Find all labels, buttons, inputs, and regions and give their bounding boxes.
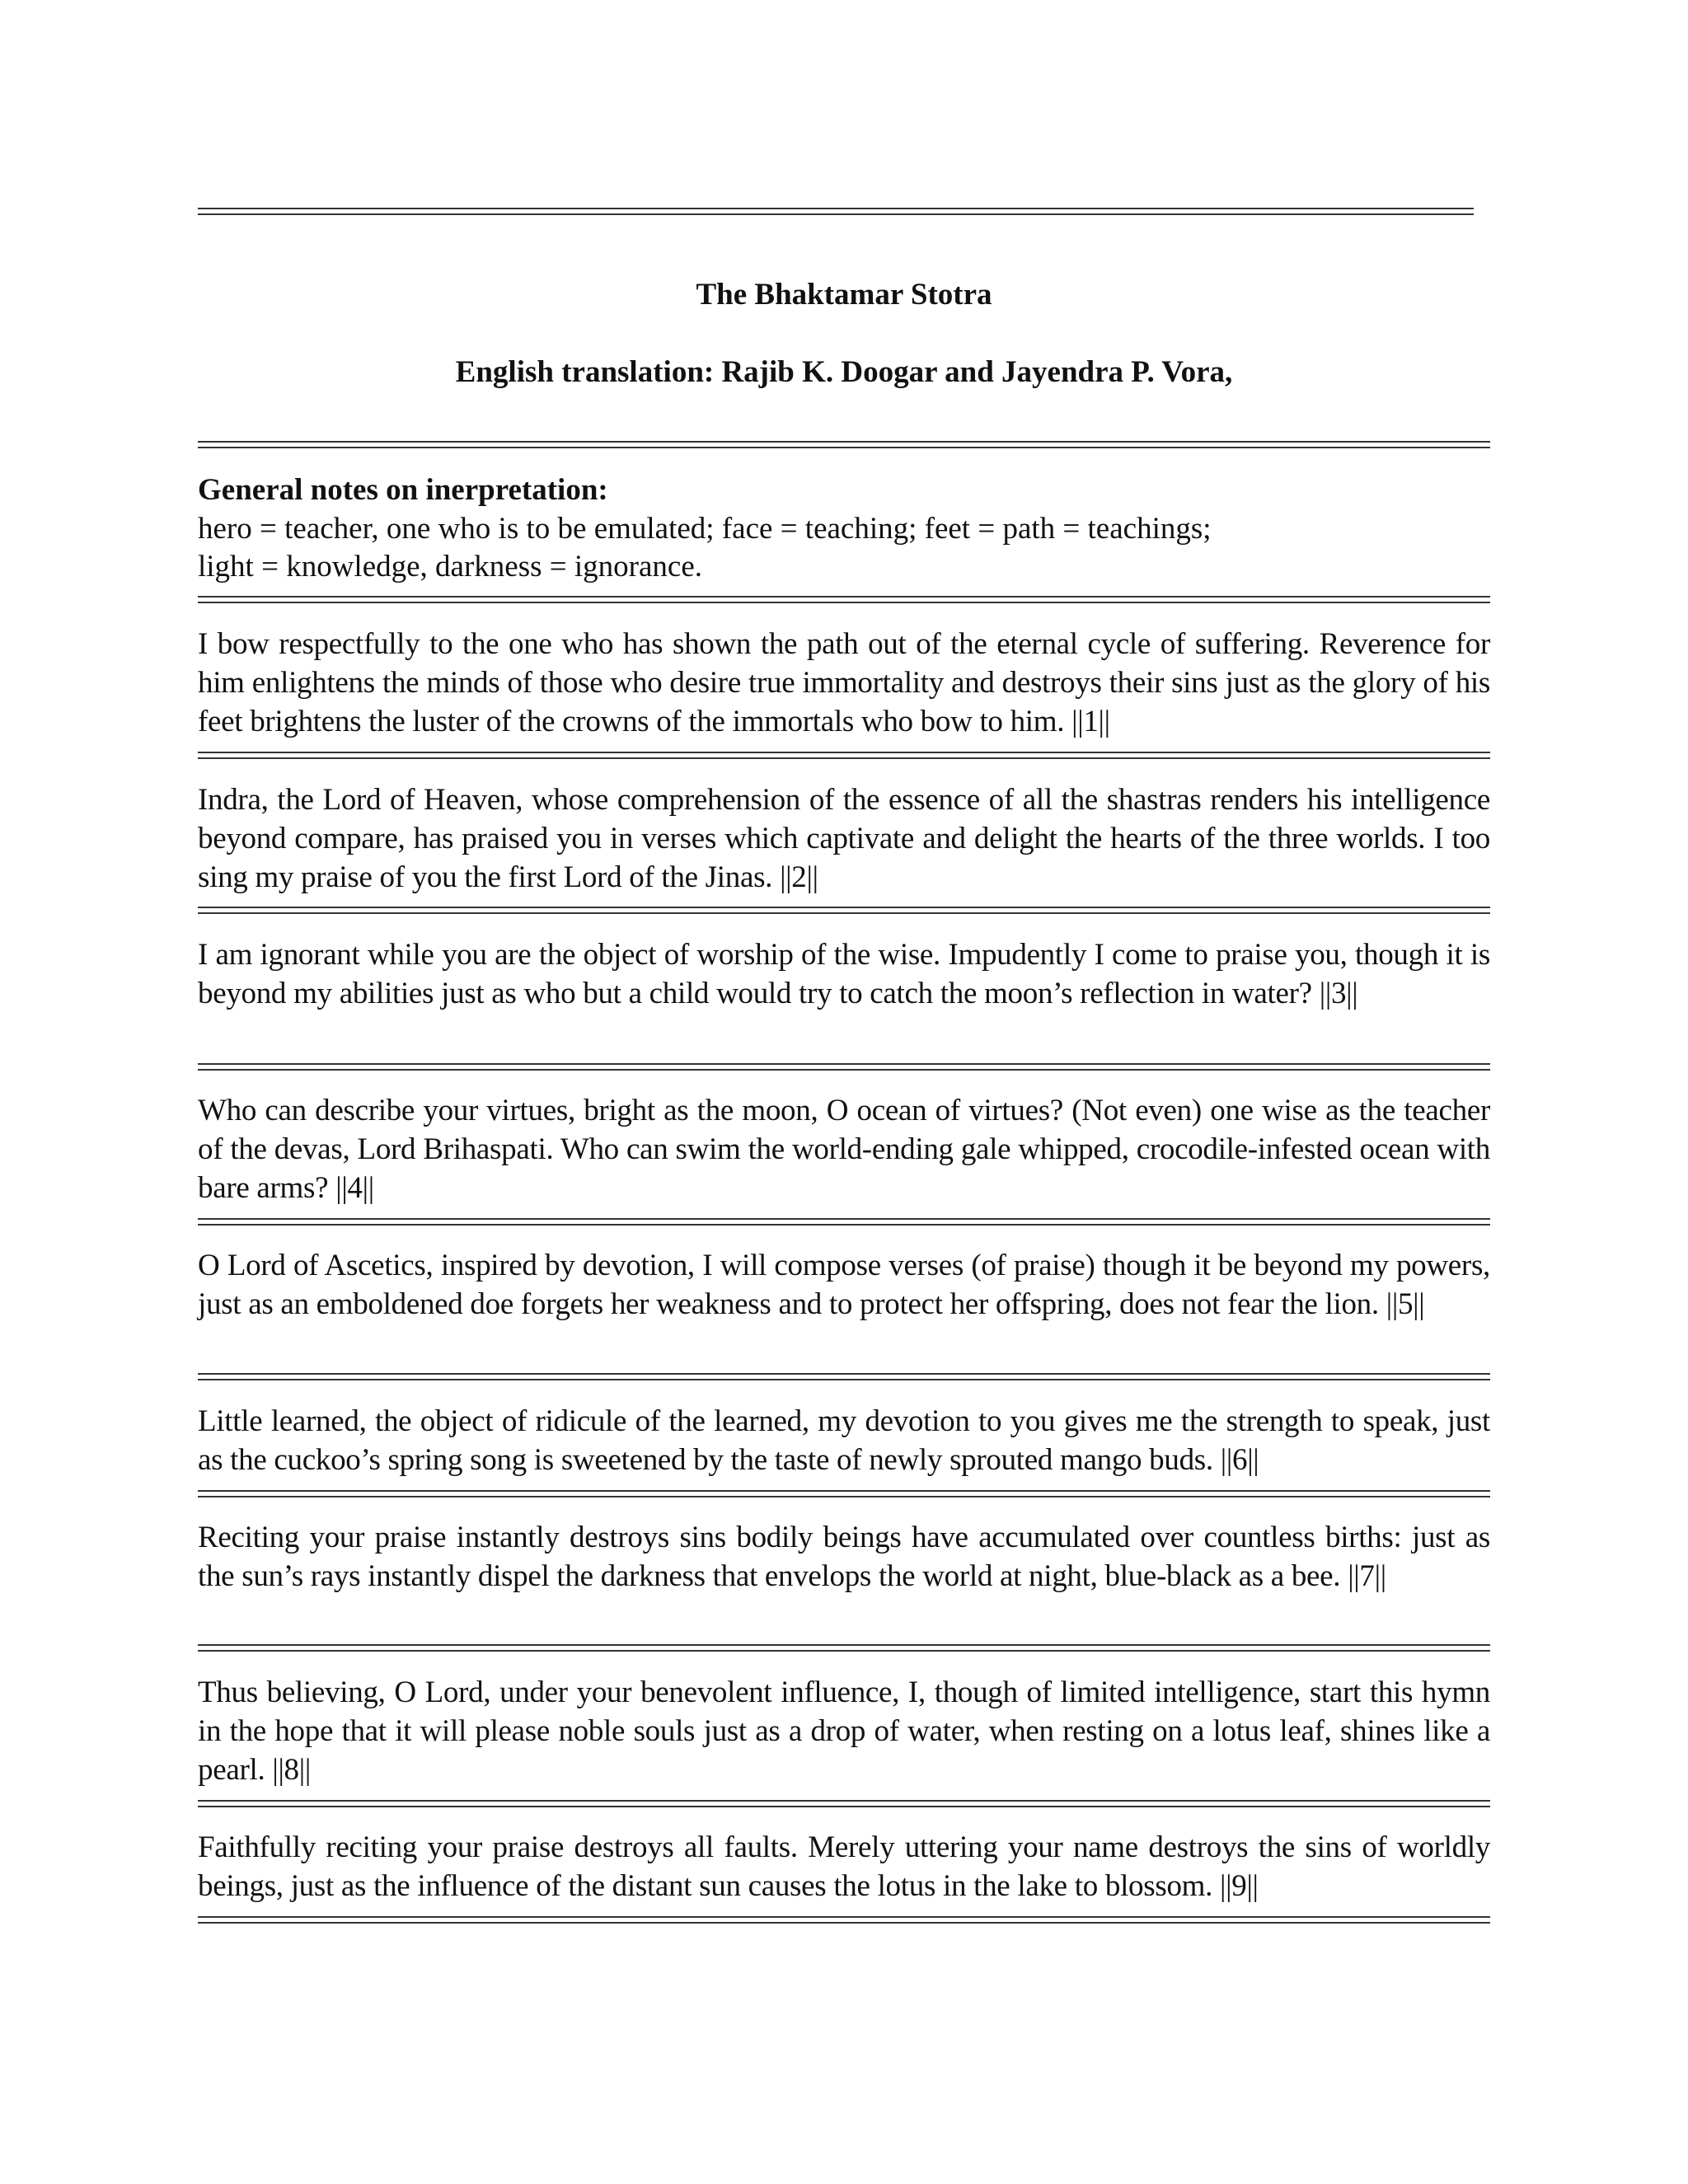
separator-rule [198, 1916, 1490, 1924]
separator-rule [198, 596, 1490, 603]
verse-5: O Lord of Ascetics, inspired by devotion, I will compose verses (of praise) though it be beyond my powers, just as an emboldened doe forgets her weakness and to protect her offspring, does not fear the lion. ||5|| [198, 1249, 1490, 1321]
notes-line: hero = teacher, one who is to be emulated; face = teaching; feet = path = teachings; [198, 512, 1212, 546]
verse-8: Thus believing, O Lord, under your benevolent influence, I, though of limited intelligence, start this hymn in the hope that it will please noble souls just as a drop of water, when resting on a lotus leaf, shines like a pearl. ||8|| [198, 1675, 1490, 1787]
separator-rule [198, 1800, 1490, 1807]
notes-heading: General notes on inerpretation: [198, 473, 608, 507]
separator-rule [198, 1644, 1490, 1652]
verse-9: Faithfully reciting your praise destroys all faults. Merely uttering your name destroys the sins of worldly beings, just as the influence of the distant sun causes the lotus in the lake to blossom. ||9|| [198, 1830, 1490, 1903]
verse-4: Who can describe your virtues, bright as the moon, O ocean of virtues? (Not even) one wise as the teacher of the devas, Lord Brihaspati. Who can swim the world-ending gale whipped, crocodile-infested ocean with bare arms? ||4|| [198, 1094, 1490, 1205]
separator-rule [198, 1218, 1490, 1226]
notes-line: light = knowledge, darkness = ignorance. [198, 550, 702, 583]
separator-rule [198, 208, 1474, 215]
separator-rule [198, 1490, 1490, 1497]
separator-rule [198, 1373, 1490, 1380]
document-subtitle: English translation: Rajib K. Doogar and Jayendra P. Vora, [455, 355, 1233, 389]
separator-rule [198, 752, 1490, 759]
separator-rule [198, 1063, 1490, 1071]
verse-3: I am ignorant while you are the object of worship of the wise. Impudently I come to praise you, though it is beyond my abilities just as who but a child would try to catch the moon’s reflection in water? ||3|| [198, 938, 1490, 1010]
separator-rule [198, 441, 1490, 448]
verse-7: Reciting your praise instantly destroys sins bodily beings have accumulated over countless births: just as the sun’s rays instantly dispel the darkness that envelops the world at night, blue-black as a bee. ||7|| [198, 1521, 1490, 1593]
verse-6: Little learned, the object of ridicule of the learned, my devotion to you gives me the strength to speak, just as the cuckoo’s spring song is sweetened by the taste of newly sprouted mango buds. ||6|| [198, 1404, 1490, 1477]
verse-2: Indra, the Lord of Heaven, whose comprehension of the essence of all the shastras renders his intelligence beyond compare, has praised you in verses which captivate and delight the hearts of the three worlds. I too sing my praise of you the first Lord of the Jinas. ||2|| [198, 783, 1490, 894]
document-title: The Bhaktamar Stotra [696, 278, 992, 312]
verse-1: I bow respectfully to the one who has shown the path out of the eternal cycle of suffering. Reverence for him enlightens the minds of those who desire true immortality and destroys their sins just as the glory of his feet brightens the luster of the crowns of the immortals who bow to him. ||1|| [198, 627, 1490, 738]
separator-rule [198, 907, 1490, 914]
